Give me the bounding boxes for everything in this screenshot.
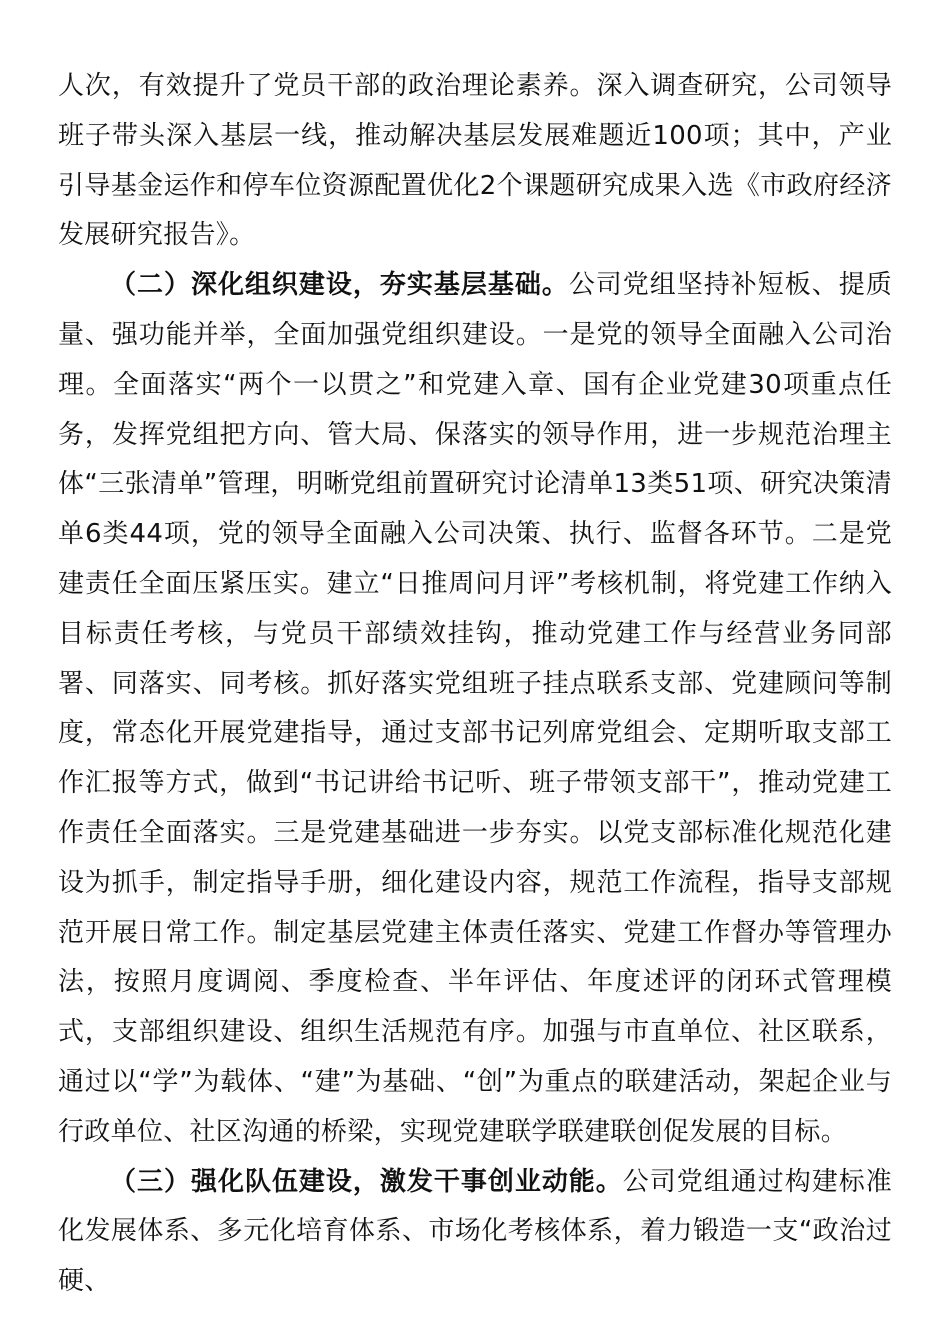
paragraph-2 [58,261,892,1157]
paragraph-1 [58,62,892,261]
document-page [58,62,892,1307]
paragraph-1-text: 人次，有效提升了党员干部的政治理论素养。深入调查研究，公司领导班子带头深入基层一线，推动解决基层发展难题近100项；其中，产业引导基金运作和停车位资源配置优化2个课题研究成果入选《市政府经济发展研究报告》。 [58,71,892,251]
section-heading-2: （二）深化组织建设，夯实基层基础。 [110,270,569,301]
paragraph-2-text: 公司党组坚持补短板、提质量、强功能并举，全面加强党组织建设。一是党的领导全面融入公司治理。全面落实“两个一以贯之”和党建入章、国有企业党建30项重点任务，发挥党组把方向、管大局、保落实的领导作用，进一步规范治理主体“三张清单”管理，明晰党组前置研究讨论清单13类51项、研究决策清单6类44项，党的领导全面融入公司决策、执行、监督各环节。二是党建责任全面压紧压实。建立“日推周问月评”考核机制，将党建工作纳入目标责任考核，与党员干部绩效挂钩，推动党建工作与经营业务同部署、同落实、同考核。抓好落实党组班子挂点联系支部、党建顾问等制度，常态化开展党建指导，通过支部书记列席党组会、定期听取支部工作汇报等方式，做到“书记讲给书记听、班子带领支部干”，推动党建工作责任全面落实。三是党建基础进一步夯实。以党支部标准化规范化建设为抓手，制定指导手册，细化建设内容，规范工作流程，指导支部规范开展日常工作。制定基层党建主体责任落实、党建工作督办等管理办法，按照月度调阅、季度检查、半年评估、年度述评的闭环式管理模式，支部组织建设、组织生活规范有序。加强与市直单位、社区联系，通过以“学”为载体、“建”为基础、“创”为重点的联建活动，架起企业与行政单位、社区沟通的桥梁，实现党建联学联建联创促发展的目标。 [58,270,892,1147]
paragraph-3-text: 公司党组通过构建标准化发展体系、多元化培育体系、市场化考核体系，着力锻造一支“政治过硬、 [58,1166,892,1297]
section-heading-3: （三）强化队伍建设，激发干事创业动能。 [110,1166,623,1197]
paragraph-3 [58,1158,892,1307]
